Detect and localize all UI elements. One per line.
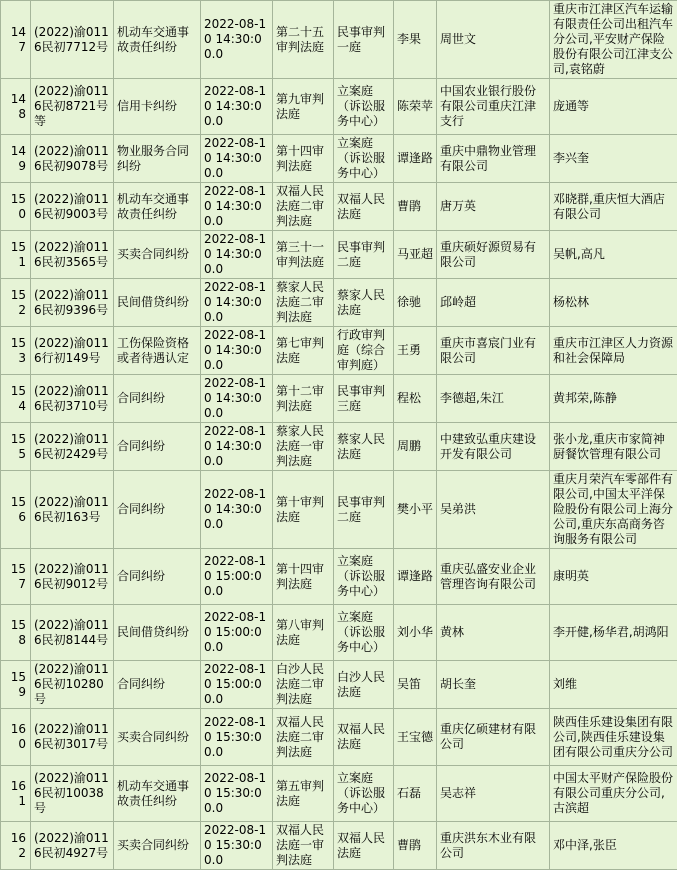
table-row bbox=[1, 375, 677, 423]
defendant: 中国太平财产保险股份有限公司重庆分公司,古滨超 bbox=[550, 766, 677, 822]
defendant: 陕西佳乐建设集团有限公司,陕西佳乐建设集团有限公司重庆分公司 bbox=[550, 709, 677, 766]
plaintiff: 重庆弘盛安业企业管理咨询有限公司 bbox=[437, 549, 550, 605]
case-cause: 买卖合同纠纷 bbox=[114, 231, 201, 279]
department: 双福人民法庭 bbox=[334, 183, 394, 231]
department: 双福人民法庭 bbox=[334, 822, 394, 870]
plaintiff: 李德超,朱江 bbox=[437, 375, 550, 423]
judge: 石磊 bbox=[394, 766, 437, 822]
department: 立案庭（诉讼服务中心） bbox=[334, 766, 394, 822]
department: 民事审判二庭 bbox=[334, 471, 394, 549]
courtroom: 第十审判法庭 bbox=[273, 471, 334, 549]
defendant: 重庆月荣汽车零部件有限公司,中国太平洋保险股份有限公司上海分公司,重庆东高商务咨询服务有限公司 bbox=[550, 471, 677, 549]
table-row bbox=[1, 279, 677, 327]
hearing-time: 2022-08-10 14:30:00.0 bbox=[201, 423, 273, 471]
row-number: 161 bbox=[1, 766, 31, 822]
department: 双福人民法庭 bbox=[334, 709, 394, 766]
hearing-time: 2022-08-10 15:30:00.0 bbox=[201, 822, 273, 870]
hearing-time: 2022-08-10 14:30:00.0 bbox=[201, 183, 273, 231]
judge: 曹鹃 bbox=[394, 183, 437, 231]
table-row bbox=[1, 605, 677, 661]
department: 立案庭（诉讼服务中心） bbox=[334, 549, 394, 605]
row-number: 153 bbox=[1, 327, 31, 375]
hearing-time: 2022-08-10 15:00:00.0 bbox=[201, 549, 273, 605]
courtroom: 蔡家人民法庭二审判法庭 bbox=[273, 279, 334, 327]
row-number: 148 bbox=[1, 79, 31, 135]
row-number: 158 bbox=[1, 605, 31, 661]
case-number: (2022)渝0116行初149号 bbox=[31, 327, 114, 375]
case-cause: 机动车交通事故责任纠纷 bbox=[114, 766, 201, 822]
row-number: 155 bbox=[1, 423, 31, 471]
plaintiff: 重庆硕好源贸易有限公司 bbox=[437, 231, 550, 279]
case-number: (2022)渝0116民初9003号 bbox=[31, 183, 114, 231]
case-number: (2022)渝0116民初2429号 bbox=[31, 423, 114, 471]
hearing-time: 2022-08-10 14:30:00.0 bbox=[201, 231, 273, 279]
table-row bbox=[1, 549, 677, 605]
case-cause: 合同纠纷 bbox=[114, 661, 201, 709]
case-cause: 物业服务合同纠纷 bbox=[114, 135, 201, 183]
department: 民事审判三庭 bbox=[334, 375, 394, 423]
defendant: 张小龙,重庆市家简神厨餐饮管理有限公司 bbox=[550, 423, 677, 471]
plaintiff: 重庆市喜宸门业有限公司 bbox=[437, 327, 550, 375]
hearing-time: 2022-08-10 15:00:00.0 bbox=[201, 605, 273, 661]
table-row bbox=[1, 766, 677, 822]
judge: 谭逢路 bbox=[394, 549, 437, 605]
case-cause: 工伤保险资格或者待遇认定 bbox=[114, 327, 201, 375]
case-number: (2022)渝0116民初8721号等 bbox=[31, 79, 114, 135]
defendant: 杨松林 bbox=[550, 279, 677, 327]
courtroom: 双福人民法庭二审判法庭 bbox=[273, 183, 334, 231]
hearing-time: 2022-08-10 14:30:00.0 bbox=[201, 79, 273, 135]
courtroom: 第十四审判法庭 bbox=[273, 135, 334, 183]
plaintiff: 重庆洪东木业有限公司 bbox=[437, 822, 550, 870]
table-row bbox=[1, 135, 677, 183]
department: 民事审判一庭 bbox=[334, 1, 394, 79]
case-cause: 合同纠纷 bbox=[114, 375, 201, 423]
judge: 吴笛 bbox=[394, 661, 437, 709]
case-number: (2022)渝0116民初9396号 bbox=[31, 279, 114, 327]
row-number: 149 bbox=[1, 135, 31, 183]
table-row bbox=[1, 79, 677, 135]
judge: 陈荣苹 bbox=[394, 79, 437, 135]
courtroom: 第十二审判法庭 bbox=[273, 375, 334, 423]
case-number: (2022)渝0116民初10038号 bbox=[31, 766, 114, 822]
judge: 曹鹃 bbox=[394, 822, 437, 870]
defendant: 李兴奎 bbox=[550, 135, 677, 183]
row-number: 160 bbox=[1, 709, 31, 766]
defendant: 刘维 bbox=[550, 661, 677, 709]
courtroom: 白沙人民法庭二审判法庭 bbox=[273, 661, 334, 709]
case-cause: 机动车交通事故责任纠纷 bbox=[114, 1, 201, 79]
department: 立案庭（诉讼服务中心） bbox=[334, 605, 394, 661]
case-number: (2022)渝0116民初163号 bbox=[31, 471, 114, 549]
case-cause: 机动车交通事故责任纠纷 bbox=[114, 183, 201, 231]
department: 蔡家人民法庭 bbox=[334, 423, 394, 471]
plaintiff: 唐万英 bbox=[437, 183, 550, 231]
case-cause: 买卖合同纠纷 bbox=[114, 709, 201, 766]
defendant: 重庆市江津区人力资源和社会保障局 bbox=[550, 327, 677, 375]
courtroom: 第三十一审判法庭 bbox=[273, 231, 334, 279]
courtroom: 第七审判法庭 bbox=[273, 327, 334, 375]
row-number: 156 bbox=[1, 471, 31, 549]
hearing-time: 2022-08-10 14:30:00.0 bbox=[201, 471, 273, 549]
table-row bbox=[1, 231, 677, 279]
defendant: 庞通等 bbox=[550, 79, 677, 135]
defendant: 黄邦荣,陈静 bbox=[550, 375, 677, 423]
judge: 周鹏 bbox=[394, 423, 437, 471]
case-cause: 合同纠纷 bbox=[114, 423, 201, 471]
courtroom: 第二十五审判法庭 bbox=[273, 1, 334, 79]
row-number: 159 bbox=[1, 661, 31, 709]
hearing-time: 2022-08-10 14:30:00.0 bbox=[201, 375, 273, 423]
hearing-time: 2022-08-10 14:30:00.0 bbox=[201, 135, 273, 183]
defendant: 李开健,杨华君,胡鸿阳 bbox=[550, 605, 677, 661]
judge: 马亚超 bbox=[394, 231, 437, 279]
judge: 樊小平 bbox=[394, 471, 437, 549]
table-row bbox=[1, 423, 677, 471]
row-number: 157 bbox=[1, 549, 31, 605]
judge: 王勇 bbox=[394, 327, 437, 375]
plaintiff: 中国农业银行股份有限公司重庆江津支行 bbox=[437, 79, 550, 135]
case-cause: 民间借贷纠纷 bbox=[114, 279, 201, 327]
case-number: (2022)渝0116民初3017号 bbox=[31, 709, 114, 766]
judge: 谭逢路 bbox=[394, 135, 437, 183]
table-row bbox=[1, 709, 677, 766]
defendant: 康明英 bbox=[550, 549, 677, 605]
department: 立案庭（诉讼服务中心） bbox=[334, 79, 394, 135]
plaintiff: 胡长奎 bbox=[437, 661, 550, 709]
case-cause: 合同纠纷 bbox=[114, 549, 201, 605]
judge: 程松 bbox=[394, 375, 437, 423]
table-row bbox=[1, 327, 677, 375]
table-row bbox=[1, 1, 677, 79]
row-number: 152 bbox=[1, 279, 31, 327]
defendant: 吴帆,高凡 bbox=[550, 231, 677, 279]
plaintiff: 中建致弘重庆建设开发有限公司 bbox=[437, 423, 550, 471]
table-body bbox=[1, 1, 677, 870]
judge: 李果 bbox=[394, 1, 437, 79]
courtroom: 第九审判法庭 bbox=[273, 79, 334, 135]
department: 立案庭（诉讼服务中心） bbox=[334, 135, 394, 183]
defendant: 邓晓群,重庆恒大酒店有限公司 bbox=[550, 183, 677, 231]
case-number: (2022)渝0116民初9012号 bbox=[31, 549, 114, 605]
row-number: 154 bbox=[1, 375, 31, 423]
courtroom: 第十四审判法庭 bbox=[273, 549, 334, 605]
plaintiff: 周世文 bbox=[437, 1, 550, 79]
case-cause: 合同纠纷 bbox=[114, 471, 201, 549]
hearing-time: 2022-08-10 14:30:00.0 bbox=[201, 279, 273, 327]
hearing-time: 2022-08-10 15:00:00.0 bbox=[201, 661, 273, 709]
courtroom: 蔡家人民法庭一审判法庭 bbox=[273, 423, 334, 471]
row-number: 162 bbox=[1, 822, 31, 870]
case-number: (2022)渝0116民初7712号 bbox=[31, 1, 114, 79]
department: 行政审判庭（综合审判庭） bbox=[334, 327, 394, 375]
table-row bbox=[1, 183, 677, 231]
hearing-time: 2022-08-10 14:30:00.0 bbox=[201, 1, 273, 79]
courtroom: 双福人民法庭二审判法庭 bbox=[273, 709, 334, 766]
hearing-time: 2022-08-10 15:30:00.0 bbox=[201, 766, 273, 822]
plaintiff: 吴弟洪 bbox=[437, 471, 550, 549]
defendant: 邓中泽,张臣 bbox=[550, 822, 677, 870]
row-number: 147 bbox=[1, 1, 31, 79]
judge: 王宝德 bbox=[394, 709, 437, 766]
plaintiff: 黄林 bbox=[437, 605, 550, 661]
plaintiff: 吴志祥 bbox=[437, 766, 550, 822]
courtroom: 第五审判法庭 bbox=[273, 766, 334, 822]
hearing-time: 2022-08-10 14:30:00.0 bbox=[201, 327, 273, 375]
case-cause: 民间借贷纠纷 bbox=[114, 605, 201, 661]
case-cause: 信用卡纠纷 bbox=[114, 79, 201, 135]
department: 民事审判二庭 bbox=[334, 231, 394, 279]
case-number: (2022)渝0116民初3565号 bbox=[31, 231, 114, 279]
defendant: 重庆市江津区汽车运输有限责任公司出租汽车分公司,平安财产保险股份有限公司江津支公司,袁铭蔚 bbox=[550, 1, 677, 79]
courtroom: 第八审判法庭 bbox=[273, 605, 334, 661]
case-number: (2022)渝0116民初8144号 bbox=[31, 605, 114, 661]
row-number: 150 bbox=[1, 183, 31, 231]
judge: 刘小华 bbox=[394, 605, 437, 661]
case-number: (2022)渝0116民初9078号 bbox=[31, 135, 114, 183]
row-number: 151 bbox=[1, 231, 31, 279]
case-number: (2022)渝0116民初3710号 bbox=[31, 375, 114, 423]
courtroom: 双福人民法庭一审判法庭 bbox=[273, 822, 334, 870]
case-number: (2022)渝0116民初10280号 bbox=[31, 661, 114, 709]
case-number: (2022)渝0116民初4927号 bbox=[31, 822, 114, 870]
table-row bbox=[1, 471, 677, 549]
department: 白沙人民法庭 bbox=[334, 661, 394, 709]
table-row bbox=[1, 661, 677, 709]
department: 蔡家人民法庭 bbox=[334, 279, 394, 327]
plaintiff: 重庆中鼎物业管理有限公司 bbox=[437, 135, 550, 183]
judge: 徐驰 bbox=[394, 279, 437, 327]
hearing-time: 2022-08-10 15:30:00.0 bbox=[201, 709, 273, 766]
case-cause: 买卖合同纠纷 bbox=[114, 822, 201, 870]
plaintiff: 重庆亿硕建材有限公司 bbox=[437, 709, 550, 766]
plaintiff: 邱岭超 bbox=[437, 279, 550, 327]
